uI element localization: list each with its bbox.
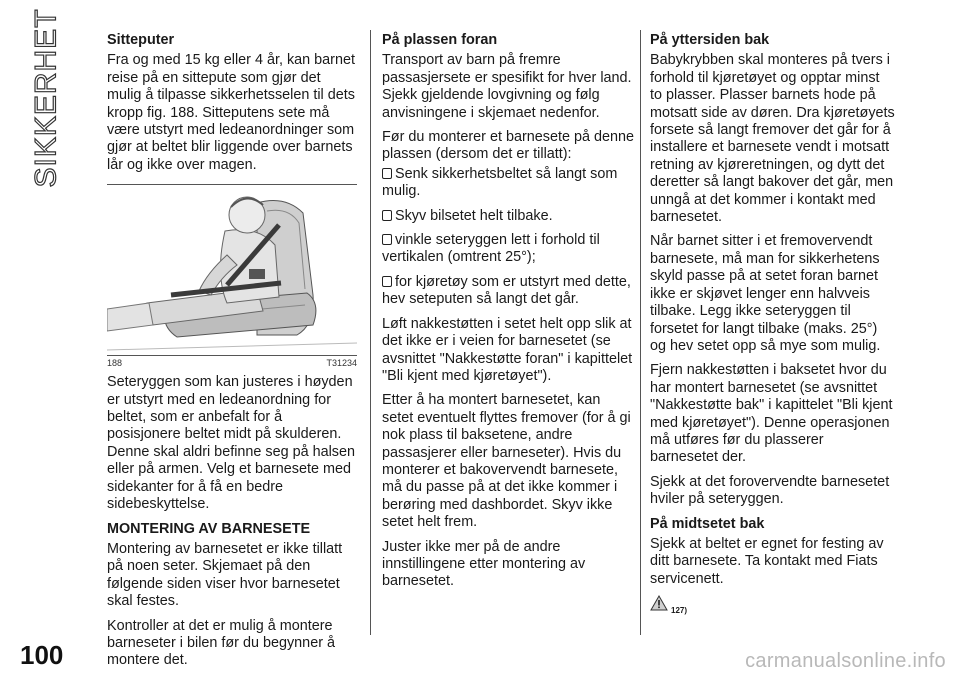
paragraph: Kontroller at det er mulig å montere barneseter i bilen før du begynner å montere det. [107, 617, 335, 669]
figure-number: 188 [107, 358, 123, 369]
heading-foran: På plassen foran [382, 32, 498, 48]
paragraph: Babykrybben skal monteres på tvers i forhold til kjøretøyet og opptar minst to plasser. Plasser barnets hode på motsatt side av døren. Dra kjøretøyets forsete så langt fremover det går for å installere et barnesete vendt i motsatt retning av kjøreretningen, og dytt det deretter så langt bakover det går, men unngå at det kommer i kontakt med barnesetet. [650, 52, 895, 226]
paragraph: Løft nakkestøtten i setet helt opp slik at det ikke er i veien for barnesetet (se avsnittet "Nakkestøtte foran" i kapittelet "Bli kjent med kjøretøyet"). [382, 315, 633, 384]
watermark: carmanualsonline.info [745, 650, 946, 672]
bullet-text: Skyv bilsetet helt tilbake. [395, 207, 553, 224]
page-number: 100 [20, 640, 64, 670]
figure-188 [107, 184, 357, 368]
paragraph: Seteryggen som kan justeres i høyden er utstyrt med en ledeanordning for beltet, som er anbefalt for å posisjonere beltet midt på skulderen. Denne skal aldri befinne seg på halsen eller på armen. Velg et barnesete med sidekanter for å få en bedre sidebeskyttelse. [107, 374, 356, 513]
bullet-text: vinkle seteryggen lett i forhold til vertikalen (omtrent 25°); [382, 232, 600, 266]
paragraph: Juster ikke mer på de andre innstillingene etter montering av barnesetet. [382, 538, 586, 590]
column-divider [370, 30, 371, 635]
paragraph: Sjekk at beltet er egnet for festing av ditt barnesete. Ta kontakt med Fiats servicenett. [650, 535, 884, 587]
paragraph: Fra og med 15 kg eller 4 år, kan barnet reise på en sittepute som gjør det mulig å tilpasse sikkerhetsselen til dets kropp fig. 188. Sitteputens sete må være utstyrt med ledeanordninger som gjør at beltet blir liggende over barnets lår og ikke over magen. [107, 52, 355, 173]
bullet-item [382, 208, 634, 225]
heading-yttersiden: På yttersiden bak [650, 32, 770, 48]
checkbox-bullet-icon [382, 276, 392, 287]
figure-rule-bottom [107, 355, 357, 356]
warning-triangle-icon [650, 595, 668, 611]
paragraph: Transport av barn på fremre passasjersete er spesifikt for hver land. Sjekk gjeldende lovgivning og følg anvisningene i skjemaet nedenfor. [382, 52, 632, 121]
paragraph: Sjekk at det forovervendte barnesetet hviler på seteryggen. [650, 473, 890, 508]
bullet-item [382, 166, 634, 201]
bullet-text: Senk sikkerhetsbeltet så langt som mulig. [382, 165, 618, 200]
heading-montering: MONTERING AV BARNESETE [107, 520, 311, 537]
heading-midtsetet: På midtsetet bak [650, 515, 765, 532]
checkbox-bullet-icon [382, 234, 392, 245]
paragraph: Før du monterer et barnesete på denne plassen (dersom det er tillatt): [382, 129, 634, 163]
bullet-item [382, 274, 634, 309]
paragraph: Etter å ha montert barnesetet, kan setet eventuelt flyttes fremover (for å gi nok plass til baksetene, andre passasjerer eller barneseter). Hvis du monterer et bakovervendt barnesete, må du passe på at det ikke kommer i berøring med dashbordet. Skyv ikke setet helt frem. [382, 392, 631, 531]
section-title-text: SIKKERHET [30, 7, 64, 188]
warning-reference [650, 595, 895, 615]
figure-code: T31234 [326, 358, 357, 369]
column-middle [382, 32, 634, 598]
figure-caption [107, 358, 357, 368]
checkbox-bullet-icon [382, 210, 392, 221]
bullet-item [382, 232, 634, 267]
bullet-text: for kjøretøy som er utstyrt med dette, hev seteputen så langt det går. [382, 273, 631, 308]
column-divider [640, 30, 641, 635]
section-title [22, 7, 72, 188]
child-booster-seat-illustration [107, 185, 357, 355]
paragraph: Når barnet sitter i et fremovervendt barnesete, må man for sikkerhetens skyld passe på at setet foran barnet ikke er skjøvet lenger enn halvveis tilbake. Legg ikke seteryggen til forsetet for langt tilbake (maks. 25°) og hev setet opp så mye som mulig. [650, 233, 881, 354]
paragraph: Fjern nakkestøtten i baksetet hvor du har montert barnesetet (se avsnittet "Nakkestøtte bak" i kapittelet "Bli kjent med kjøretøyet"). Denne operasjonen må utføres før du plasserer barnesetet der. [650, 362, 893, 466]
paragraph: Montering av barnesetet er ikke tillatt på noen seter. Skjemaet på den følgende siden viser hvor barnesetet skal festes. [107, 540, 343, 610]
column-left [107, 32, 357, 677]
heading-sitteputer: Sitteputer [107, 32, 175, 48]
checkbox-bullet-icon [382, 168, 392, 179]
warning-ref-number: 127) [671, 606, 688, 616]
column-right [650, 32, 895, 615]
